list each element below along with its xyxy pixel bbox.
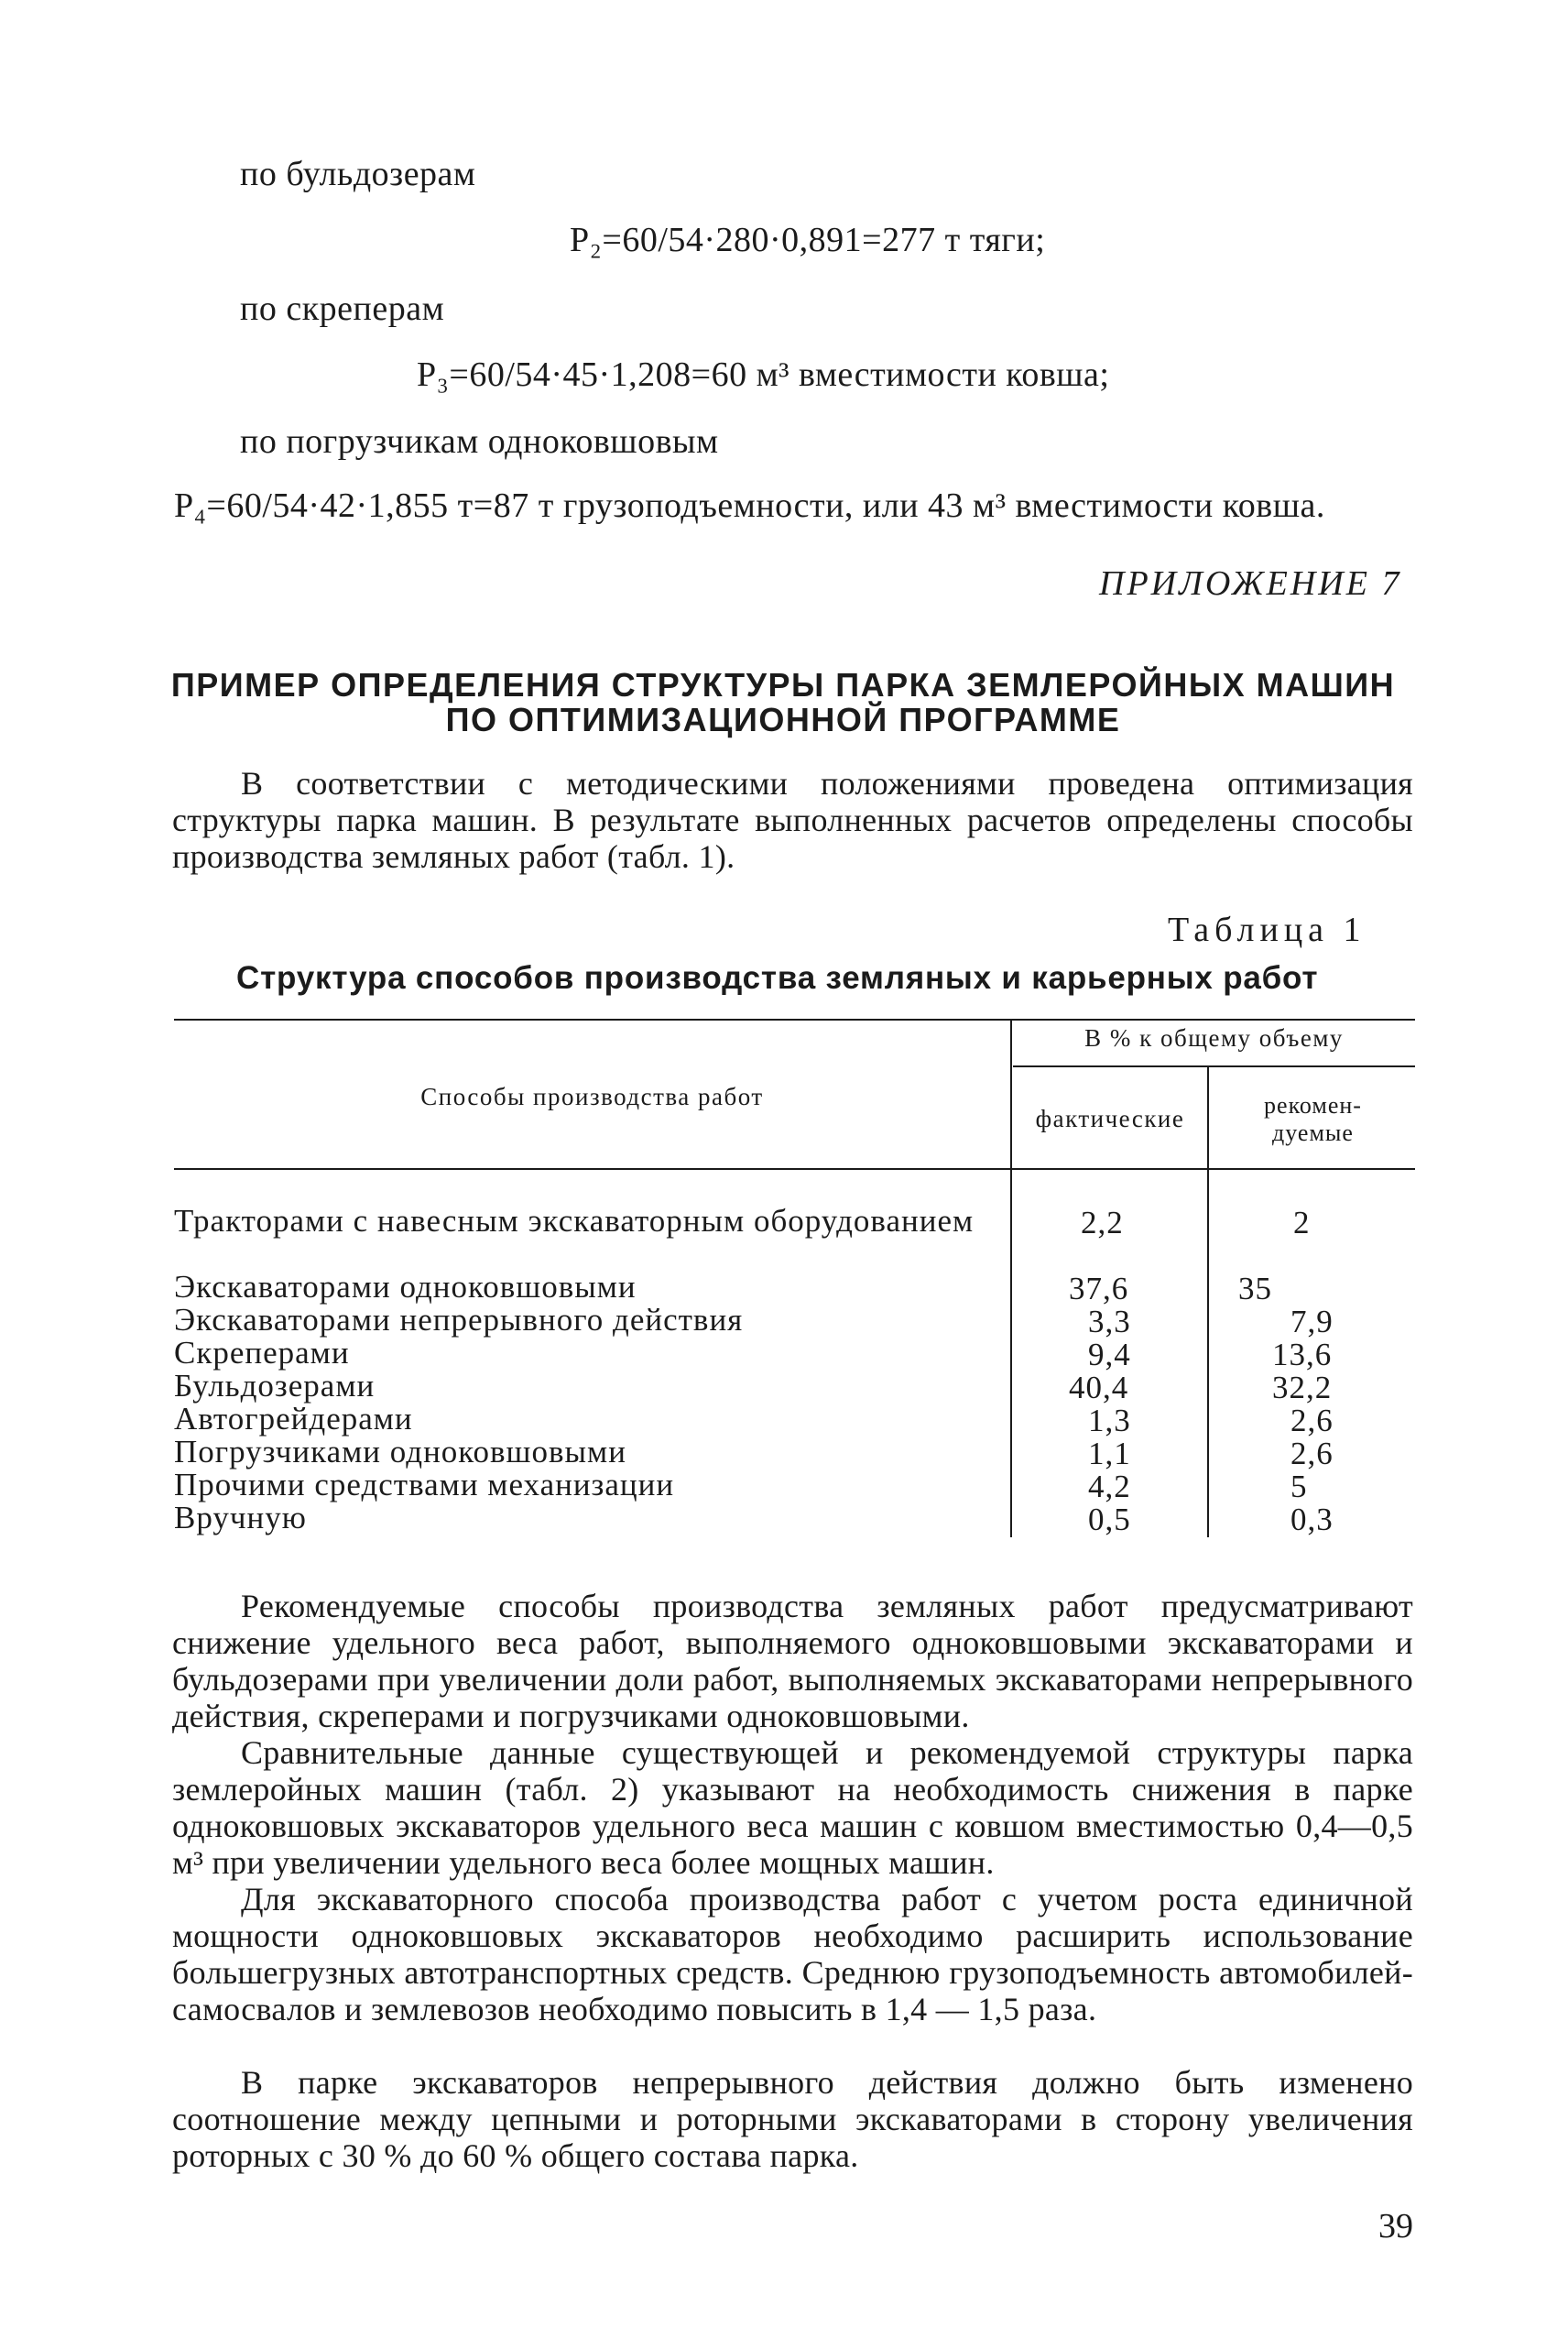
table-cell-recommended: 35	[1238, 1271, 1272, 1306]
table-row-label: Экскаваторами непрерывного действия	[174, 1302, 744, 1338]
body-paragraph-1: Рекомендуемые способы производства земляных работ предусматривают снижение удельного веса работ, выполняемого одноковшовыми экскаваторами и бульдозерами при увеличении доли работ, выполняемых экскаваторами непрерывного действия, скреперами и погрузчиками одноковшовыми.	[172, 1588, 1413, 1734]
table-caption: Таблица 1	[1168, 911, 1367, 949]
section-heading-line1: ПРИМЕР ОПРЕДЕЛЕНИЯ СТРУКТУРЫ ПАРКА ЗЕМЛЕРОЙНЫХ МАШИН	[170, 666, 1396, 704]
table-cell-recommended: 5	[1290, 1469, 1308, 1504]
page-number: 39	[1378, 2207, 1413, 2245]
body-paragraph-2: Сравнительные данные существующей и рекомендуемой структуры парка землеройных машин (табл. 2) указывают на необходимость снижения в парке одноковшовых экскаваторов удельного веса машин с ковшом вместимостью 0,4—0,5 м³ при увеличении удельного веса более мощных машин.	[172, 1734, 1413, 1881]
table-row-label: Скреперами	[174, 1335, 350, 1371]
table-cell-recommended: 7,9	[1290, 1304, 1334, 1339]
table-cell-actual: 9,4	[1088, 1337, 1131, 1372]
header-actual: фактические	[1035, 1105, 1185, 1132]
table-cell-recommended: 32,2	[1272, 1370, 1333, 1405]
table-cell-actual: 40,4	[1069, 1370, 1129, 1405]
table-title: Структура способов производства земляных и карьерных работ	[236, 960, 1319, 996]
table-cell-actual: 4,2	[1088, 1469, 1131, 1504]
header-recommended: рекомен- дуемые	[1264, 1092, 1362, 1146]
scrapers-label: по скреперам	[240, 290, 445, 328]
scrapers-formula: P₃=60/54·45·1,208=60 м³ вместимости ковша;	[417, 355, 1110, 394]
intro-paragraph: В соответствии с методическими положениями проведена оптимизация структуры парка машин. В результате выполненных расчетов определены способы производства земляных работ (табл. 1).	[172, 765, 1413, 875]
header-percent-group: В % к общему объему	[1084, 1024, 1344, 1052]
table-row-label: Прочими средствами механизации	[174, 1467, 675, 1502]
body-paragraph-4: В парке экскаваторов непрерывного действия должно быть изменено соотношение между цепными и роторными экскаваторами в сторону увеличения роторных с 30 % до 60 % общего состава парка.	[172, 2064, 1413, 2174]
table-cell-actual: 2,2	[1081, 1205, 1124, 1240]
table-header-rule	[174, 1168, 1415, 1170]
loaders-formula: P₄=60/54·42·1,855 т=87 т грузоподъемности, или 43 м³ вместимости ковша.	[174, 486, 1325, 525]
table-row-label: Экскаваторами одноковшовыми	[174, 1269, 637, 1305]
table-row-label: Погрузчиками одноковшовыми	[174, 1434, 626, 1469]
table-cell-actual: 0,5	[1088, 1502, 1131, 1537]
loaders-label: по погрузчикам одноковшовым	[240, 422, 719, 461]
body-paragraph-3: Для экскаваторного способа производства работ с учетом роста единичной мощности одноковшовых экскаваторов необходимо расширить использование большегрузных автотранспортных средств. Среднюю грузоподъемность автомобилей-самосвалов и землевозов необходимо повысить в 1,4 — 1,5 раза.	[172, 1881, 1413, 2027]
table-cell-recommended: 2,6	[1290, 1403, 1334, 1438]
table-cell-actual: 1,3	[1088, 1403, 1131, 1438]
table-cell-actual: 3,3	[1088, 1304, 1131, 1339]
section-heading-line2: ПО ОПТИМИЗАЦИОННОЙ ПРОГРАММЕ	[445, 701, 1121, 738]
table-cell-actual: 1,1	[1088, 1436, 1131, 1471]
header-methods: Способы производства работ	[420, 1083, 764, 1110]
table-row-label: Вручную	[174, 1500, 307, 1535]
table-cell-actual: 37,6	[1069, 1271, 1129, 1306]
table-top-rule	[174, 1019, 1415, 1021]
table-cell-recommended: 2	[1293, 1205, 1311, 1240]
table-col-divider-2	[1207, 1067, 1209, 1537]
table-cell-recommended: 0,3	[1290, 1502, 1334, 1537]
table-row-label: Автогрейдерами	[174, 1401, 413, 1437]
table-col-divider-1	[1010, 1019, 1012, 1537]
appendix-label: ПРИЛОЖЕНИЕ 7	[1099, 564, 1402, 603]
bulldozers-label: по бульдозерам	[240, 155, 476, 193]
bulldozers-formula: P₂=60/54·280·0,891=277 т тяги;	[570, 221, 1046, 259]
table-row-label: Бульдозерами	[174, 1368, 376, 1404]
table-row-label: Тракторами с навесным экскаваторным оборудованием	[174, 1203, 975, 1239]
table-group-rule	[1013, 1065, 1415, 1067]
table-cell-recommended: 2,6	[1290, 1436, 1334, 1471]
table-cell-recommended: 13,6	[1272, 1337, 1333, 1372]
